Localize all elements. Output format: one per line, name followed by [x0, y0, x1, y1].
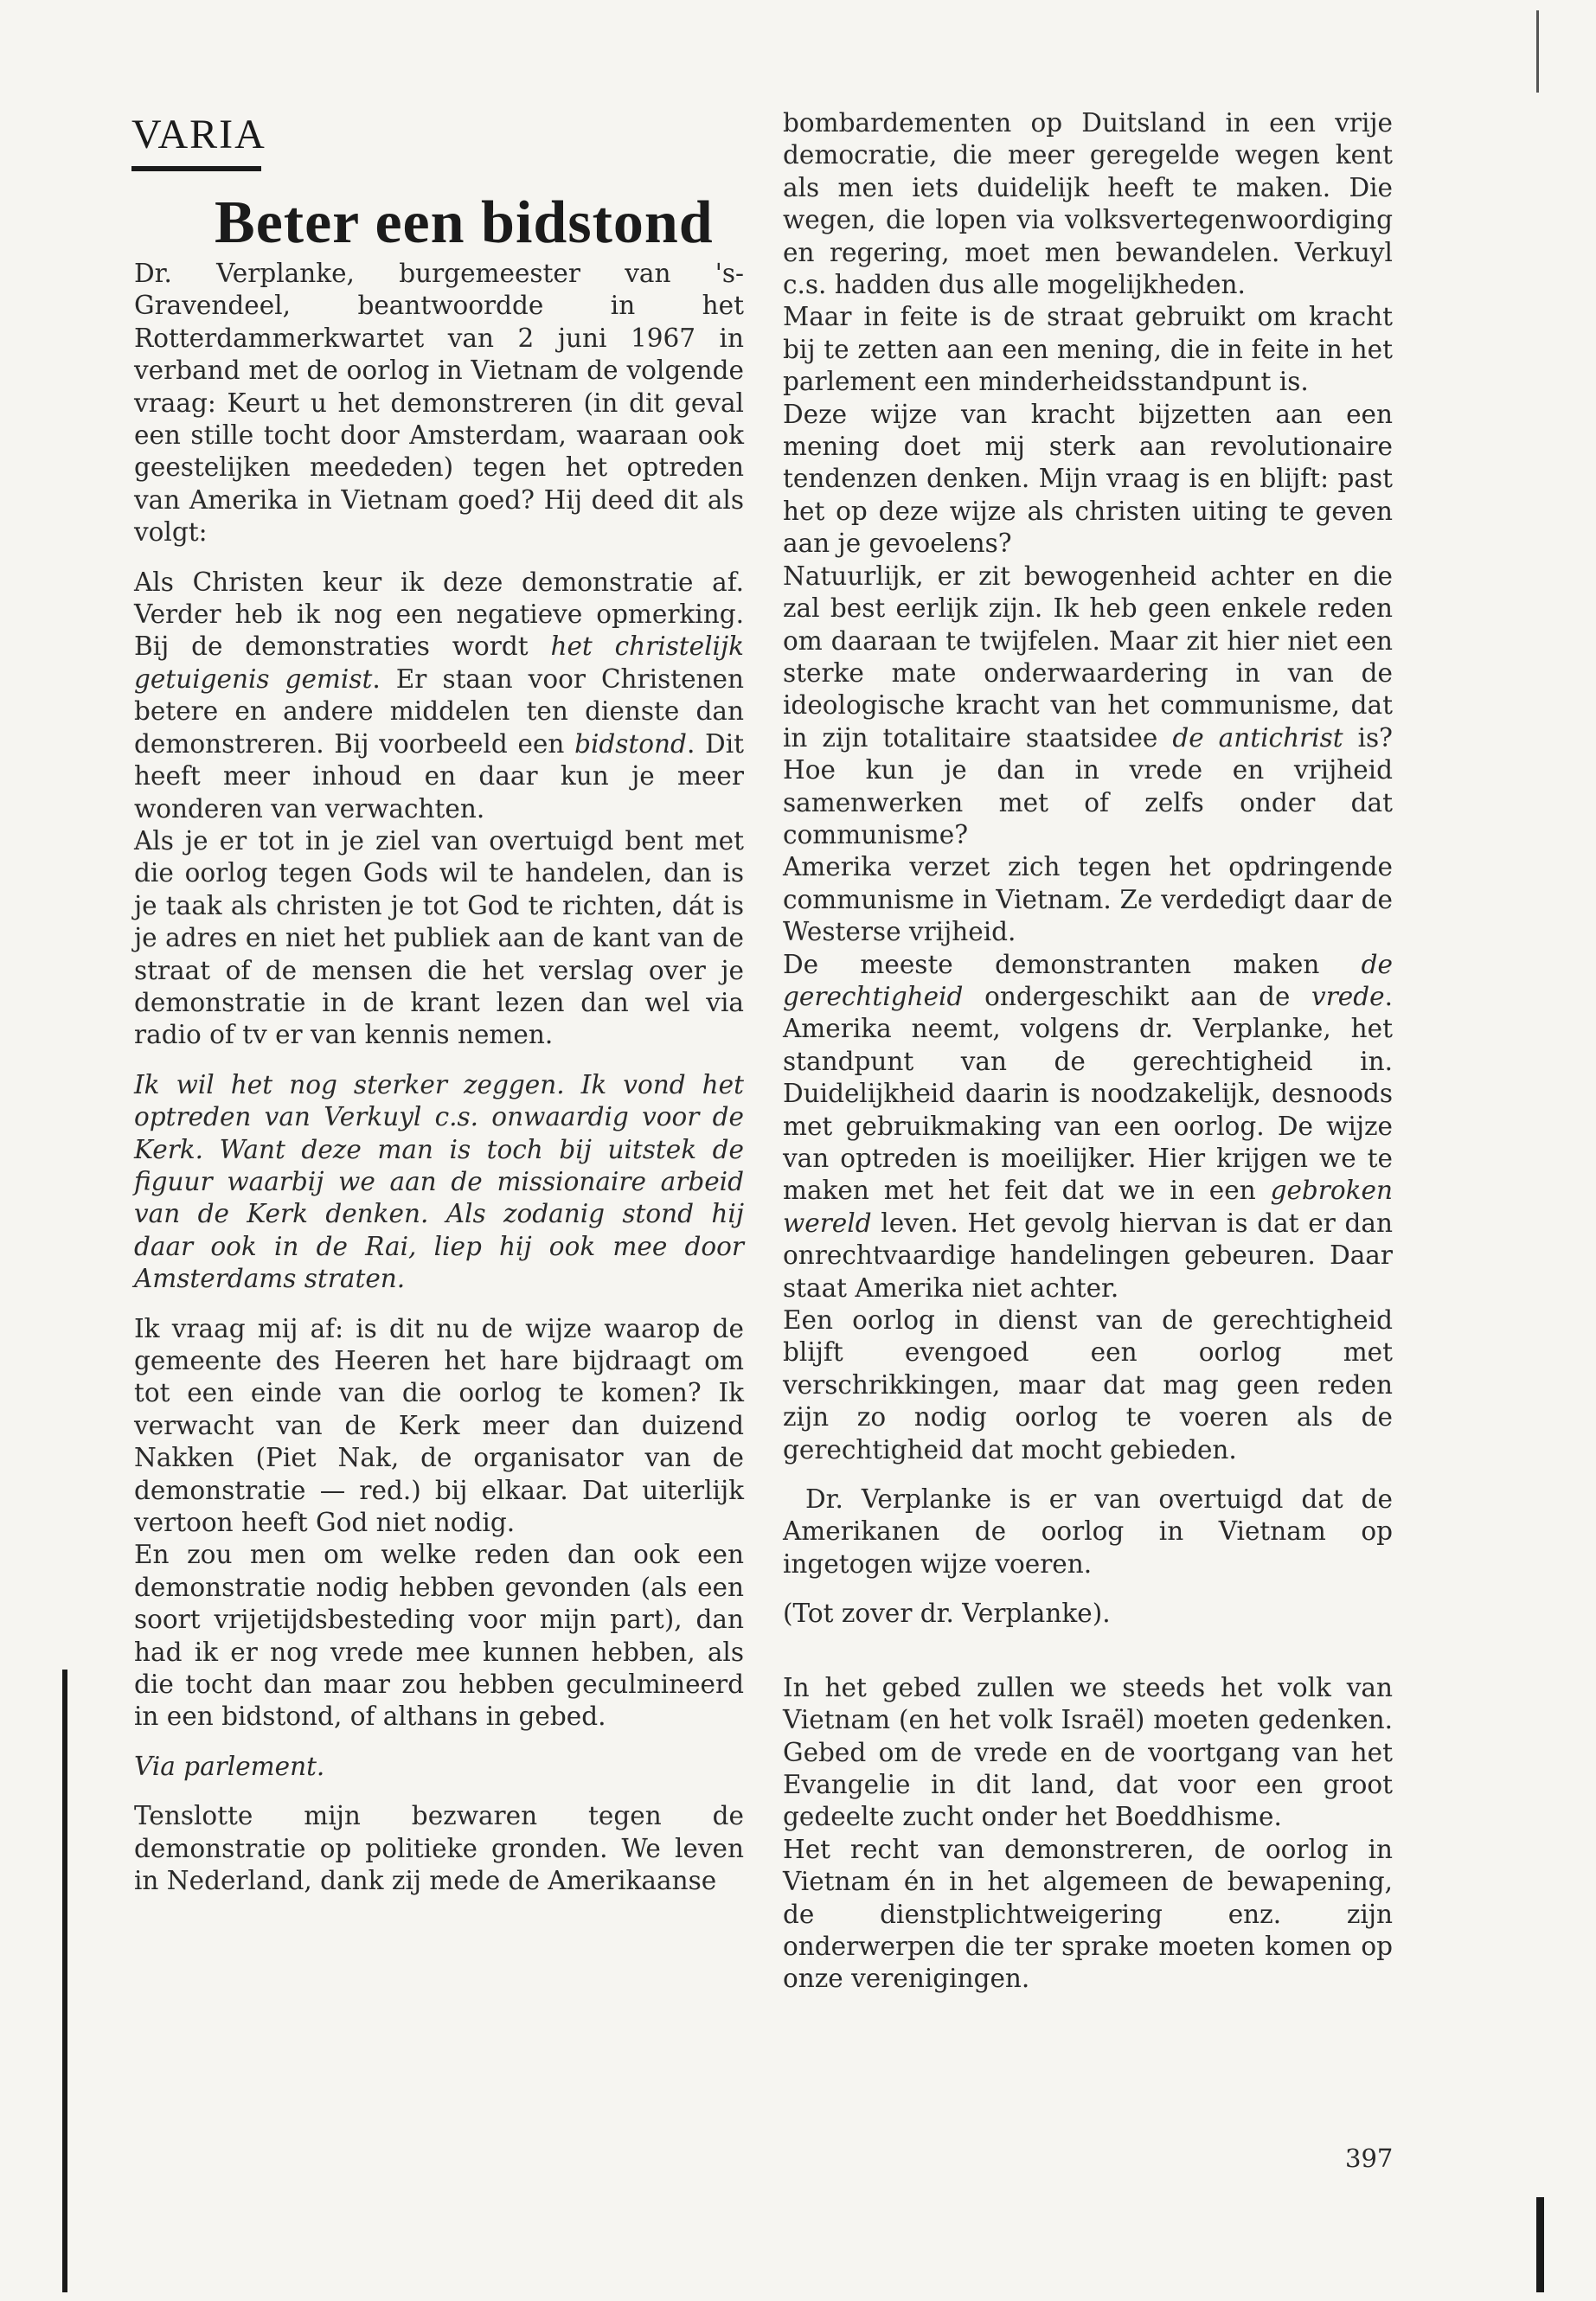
paragraph: In het gebed zullen we steeds het volk van Vietnam (en het volk Israël) moeten gedenken. Gebed om de vrede en de voortgang van het Evangelie in dit land, dat voor een groot gedeelte zucht onder het Boeddhisme.	[783, 1672, 1393, 1832]
paragraph: Deze wijze van kracht bijzetten aan een mening doet mij sterk aan revolutionaire tendenzen denken. Mijn vraag is en blijft: past het op deze wijze als christen uiting te geven aan je gevoelens?	[783, 399, 1393, 559]
text-span: . Amerika neemt, volgens dr. Verplanke, het standpunt van de gerechtigheid in. Duidelijkheid daarin is noodzakelijk, desnoods met gebruikmaking van een oorlog. De wijze van optreden is moeilijker. Hier krijgen we te maken met het feit dat we in een	[783, 981, 1393, 1206]
paragraph: Amerika verzet zich tegen het opdringende communisme in Vietnam. Ze verdedigt daar de Westerse vrijheid.	[783, 852, 1393, 947]
text-span: De meeste demonstranten maken	[783, 949, 1362, 979]
paragraph: Dr. Verplanke is er van overtuigd dat de Amerikanen de oorlog in Vietnam op ingetogen wijze voeren.	[783, 1484, 1393, 1579]
text-span: is? Hoe kun je dan in vrede en vrijheid samenwerken met of zelfs onder dat communisme?	[783, 722, 1393, 849]
text-span: Natuurlijk, er zit bewogenheid achter en die zal best eerlijk zijn. Ik heb geen enkele reden om daaraan te twijfelen. Maar zit hier niet een sterke mate onderwaardering in van de ideologische kracht van het communisme, dat in zijn totalitaire staatsidee	[783, 561, 1393, 753]
paragraph: Ik vraag mij af: is dit nu de wijze waarop de gemeente des Heeren het hare bijdraagt om tot een einde van die oorlog te komen? Ik verwacht van de Kerk meer dan duizend Nakken (Piet Nak, de organisator van de demonstratie — red.) bij elkaar. Dat uiterlijk vertoon heeft God niet nodig.	[134, 1313, 744, 1538]
emphasis: gebroken wereld	[783, 1176, 1393, 1238]
paragraph	[783, 561, 1393, 852]
article-title: Beter een bidstond	[215, 189, 714, 256]
paragraph: Dr. Verplanke, burgemeester van 's-Gravendeel, beantwoordde in het Rotterdammerkwartet van 2 juni 1967 in verband met de oorlog in Vietnam de volgende vraag: Keurt u het demonstreren (in dit geval een stille tocht door Amsterdam, waaraan ook geestelijken meededen) tegen het optreden van Amerika in Vietnam goed? Hij deed dit als volgt:	[134, 259, 744, 548]
paragraph	[783, 949, 1393, 1304]
emphasis: bidstond	[574, 728, 687, 759]
section-label: VARIA	[131, 112, 266, 157]
paragraph	[134, 567, 744, 825]
text-span: ondergeschikt aan de	[963, 981, 1312, 1011]
subheading: Via parlement.	[134, 1751, 325, 1781]
scan-edge-right-bottom	[1536, 2197, 1544, 2292]
paragraph: Het recht van demonstreren, de oorlog in Vietnam én in het algemeen de bewapening, de dienstplichtweigering enz. zijn onderwerpen die ter sprake moeten komen op onze verenigingen.	[783, 1834, 1393, 1994]
paragraph-quote: Ik wil het nog sterker zeggen. Ik vond het optreden van Verkuyl c.s. onwaardig voor de Kerk. Want deze man is toch bij uitstek de figuur waarbij we aan de missionaire arbeid van de Kerk denken. Als zodanig stond hij daar ook in de Rai, liep hij ook mee door Amsterdams straten.	[134, 1069, 744, 1294]
paragraph: Maar in feite is de straat gebruikt om kracht bij te zetten aan een mening, die in feite in het parlement een minderheidsstandpunt is.	[783, 302, 1393, 397]
scan-edge-right-top	[1536, 10, 1539, 93]
paragraph: bombardementen op Duitsland in een vrije democratie, die meer geregelde wegen kent als men iets duidelijk heeft te maken. Die wegen, die lopen via volksvertegenwoordiging en regering, moet men bewandelen. Verkuyl c.s. hadden dus alle mogelijkheden.	[783, 108, 1393, 300]
text-span: . Dit heeft meer inhoud en daar kun je meer wonderen van verwachten.	[134, 728, 744, 824]
paragraph: En zou men om welke reden dan ook een demonstratie nodig hebben gevonden (als een soort vrijetijdsbesteding voor mijn part), dan had ik er nog vrede mee kunnen hebben, als die tocht dan maar zou hebben geculmineerd in een bidstond, of althans in gebed.	[134, 1540, 744, 1732]
text-span: leven. Het gevolg hiervan is dat er dan onrechtvaardige handelingen gebeuren. Daar staat Amerika niet achter.	[783, 1208, 1393, 1303]
paragraph: Tenslotte mijn bezwaren tegen de demonstratie op politieke gronden. We leven in Nederland, dank zij mede de Amerikaanse	[134, 1801, 744, 1896]
page-number: 397	[1345, 2144, 1394, 2173]
paragraph: Als je er tot in je ziel van overtuigd bent met die oorlog tegen Gods wil te handelen, dan is je taak als christen je tot God te richten, dát is je adres en niet het publiek aan de kant van de straat of de mensen die het verslag over je demonstratie in de krant lezen dan wel via radio of tv er van kennis nemen.	[134, 825, 744, 1050]
scan-edge-left	[62, 1670, 67, 2292]
emphasis: de antichrist	[1172, 722, 1343, 753]
paragraph: Een oorlog in dienst van de gerechtigheid blijft evengoed een oorlog met verschrikkingen, maar dat mag geen reden zijn zo nodig oorlog te voeren als de gerechtigheid dat mocht gebieden.	[783, 1305, 1393, 1465]
emphasis: de gerechtigheid	[783, 949, 1393, 1011]
section-underline	[131, 166, 261, 171]
right-column	[783, 107, 1393, 1996]
paragraph: (Tot zover dr. Verplanke).	[783, 1599, 1111, 1629]
left-column	[134, 258, 744, 1898]
emphasis: het christelijk getuigenis gemist	[134, 631, 745, 694]
text-span: Als Christen keur ik deze demonstratie af. Verder heb ik nog een negatieve opmerking. Bij de demonstraties wordt	[134, 567, 744, 662]
text-span: . Er staan voor Christenen betere en andere middelen ten dienste dan demonstreren. Bij voorbeeld een	[134, 663, 745, 759]
emphasis: vrede	[1311, 981, 1385, 1011]
